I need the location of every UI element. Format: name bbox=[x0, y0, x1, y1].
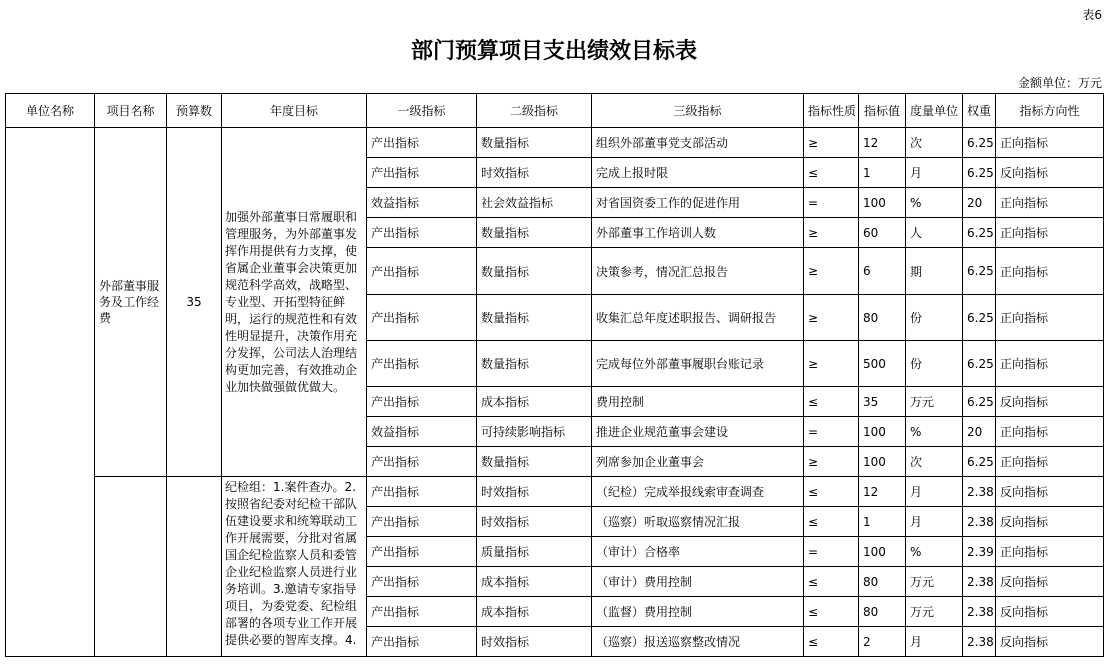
table-row bbox=[6, 477, 1104, 507]
measure-unit: 月 bbox=[906, 627, 963, 657]
project-name-cell: 外部董事服务及工作经费 bbox=[95, 128, 167, 477]
indicator-direction: 反向指标 bbox=[996, 387, 1104, 417]
measure-unit: 次 bbox=[906, 128, 963, 158]
level2-indicator: 时效指标 bbox=[477, 477, 592, 507]
indicator-value: 100 bbox=[859, 447, 906, 477]
level1-indicator: 产出指标 bbox=[367, 128, 477, 158]
column-header: 预算数 bbox=[167, 94, 222, 128]
measure-unit: 人 bbox=[906, 218, 963, 248]
indicator-nature: ≥ bbox=[804, 295, 859, 341]
indicator-weight: 6.25 bbox=[963, 295, 996, 341]
indicator-nature: = bbox=[804, 417, 859, 447]
indicator-value: 500 bbox=[859, 341, 906, 387]
level1-indicator: 产出指标 bbox=[367, 218, 477, 248]
level3-indicator: （纪检）完成举报线索审查调查 bbox=[592, 477, 804, 507]
indicator-direction: 正向指标 bbox=[996, 537, 1104, 567]
column-header: 指标值 bbox=[859, 94, 906, 128]
header-row bbox=[6, 94, 1104, 128]
level1-indicator: 产出指标 bbox=[367, 248, 477, 295]
level1-indicator: 产出指标 bbox=[367, 341, 477, 387]
indicator-value: 100 bbox=[859, 417, 906, 447]
indicator-value: 2 bbox=[859, 627, 906, 657]
indicator-value: 80 bbox=[859, 295, 906, 341]
measure-unit: 万元 bbox=[906, 567, 963, 597]
annual-goal-cell: 纪检组：1.案件查办。2.按照省纪委对纪检干部队伍建设要求和统筹联动工作开展需要，分批对省属国企纪检监察人员和委管企业纪检监察人员进行业务培训。3.邀请专家指导项目，为委党委、纪检组部署的各项专业工作开展提供必要的智库支撑。4. bbox=[222, 477, 367, 657]
indicator-value: 35 bbox=[859, 387, 906, 417]
indicator-nature: ≥ bbox=[804, 447, 859, 477]
indicator-weight: 6.25 bbox=[963, 158, 996, 188]
level1-indicator: 产出指标 bbox=[367, 567, 477, 597]
level3-indicator: 列席参加企业董事会 bbox=[592, 447, 804, 477]
level2-indicator: 数量指标 bbox=[477, 248, 592, 295]
level3-indicator: 推进企业规范董事会建设 bbox=[592, 417, 804, 447]
level1-indicator: 产出指标 bbox=[367, 477, 477, 507]
project-name-cell bbox=[95, 477, 167, 657]
level2-indicator: 数量指标 bbox=[477, 295, 592, 341]
level1-indicator: 产出指标 bbox=[367, 537, 477, 567]
measure-unit: % bbox=[906, 188, 963, 218]
indicator-weight: 20 bbox=[963, 188, 996, 218]
measure-unit: % bbox=[906, 537, 963, 567]
annual-goal-cell: 加强外部董事日常履职和管理服务，为外部董事发挥作用提供有力支撑，使省属企业董事会决策更加规范科学高效，战略型、专业型、开拓型特征鲜明，运行的规范性和有效性明显提升，决策作用充分发挥，公司法人治理结构更加完善，有效推动企业加快做强做优做大。 bbox=[222, 128, 367, 477]
level1-indicator: 产出指标 bbox=[367, 158, 477, 188]
level3-indicator: 决策参考，情况汇总报告 bbox=[592, 248, 804, 295]
level2-indicator: 质量指标 bbox=[477, 537, 592, 567]
indicator-direction: 反向指标 bbox=[996, 477, 1104, 507]
indicator-weight: 2.38 bbox=[963, 627, 996, 657]
level1-indicator: 产出指标 bbox=[367, 507, 477, 537]
indicator-nature: ≥ bbox=[804, 341, 859, 387]
level3-indicator: 完成每位外部董事履职台账记录 bbox=[592, 341, 804, 387]
indicator-direction: 正向指标 bbox=[996, 341, 1104, 387]
column-header: 二级指标 bbox=[477, 94, 592, 128]
indicator-direction: 正向指标 bbox=[996, 447, 1104, 477]
indicator-weight: 6.25 bbox=[963, 128, 996, 158]
indicator-nature: = bbox=[804, 537, 859, 567]
indicator-value: 60 bbox=[859, 218, 906, 248]
measure-unit: 月 bbox=[906, 507, 963, 537]
column-header: 三级指标 bbox=[592, 94, 804, 128]
level1-indicator: 产出指标 bbox=[367, 295, 477, 341]
indicator-direction: 反向指标 bbox=[996, 158, 1104, 188]
indicator-direction: 反向指标 bbox=[996, 507, 1104, 537]
level1-indicator: 效益指标 bbox=[367, 417, 477, 447]
indicator-nature: ≤ bbox=[804, 158, 859, 188]
indicator-direction: 正向指标 bbox=[996, 188, 1104, 218]
level1-indicator: 产出指标 bbox=[367, 387, 477, 417]
indicator-nature: = bbox=[804, 188, 859, 218]
measure-unit: 万元 bbox=[906, 387, 963, 417]
indicator-direction: 反向指标 bbox=[996, 567, 1104, 597]
budget-cell bbox=[167, 477, 222, 657]
level3-indicator: 组织外部董事党支部活动 bbox=[592, 128, 804, 158]
level2-indicator: 社会效益指标 bbox=[477, 188, 592, 218]
measure-unit: 月 bbox=[906, 158, 963, 188]
measure-unit: 份 bbox=[906, 295, 963, 341]
measure-unit: 月 bbox=[906, 477, 963, 507]
indicator-weight: 6.25 bbox=[963, 218, 996, 248]
indicator-value: 6 bbox=[859, 248, 906, 295]
level2-indicator: 时效指标 bbox=[477, 158, 592, 188]
level2-indicator: 数量指标 bbox=[477, 447, 592, 477]
indicator-weight: 6.25 bbox=[963, 248, 996, 295]
indicator-weight: 2.39 bbox=[963, 537, 996, 567]
level1-indicator: 效益指标 bbox=[367, 188, 477, 218]
level3-indicator: （审计）合格率 bbox=[592, 537, 804, 567]
indicator-direction: 正向指标 bbox=[996, 218, 1104, 248]
indicator-direction: 正向指标 bbox=[996, 295, 1104, 341]
measure-unit: 次 bbox=[906, 447, 963, 477]
indicator-weight: 2.38 bbox=[963, 597, 996, 627]
level2-indicator: 数量指标 bbox=[477, 341, 592, 387]
level3-indicator: 外部董事工作培训人数 bbox=[592, 218, 804, 248]
measure-unit: 万元 bbox=[906, 597, 963, 627]
level3-indicator: 对省国资委工作的促进作用 bbox=[592, 188, 804, 218]
indicator-direction: 反向指标 bbox=[996, 597, 1104, 627]
budget-cell: 35 bbox=[167, 128, 222, 477]
column-header: 年度目标 bbox=[222, 94, 367, 128]
level3-indicator: 费用控制 bbox=[592, 387, 804, 417]
level1-indicator: 产出指标 bbox=[367, 447, 477, 477]
level2-indicator: 时效指标 bbox=[477, 507, 592, 537]
indicator-value: 80 bbox=[859, 567, 906, 597]
indicator-nature: ≤ bbox=[804, 597, 859, 627]
level2-indicator: 成本指标 bbox=[477, 387, 592, 417]
level3-indicator: （监督）费用控制 bbox=[592, 597, 804, 627]
performance-table bbox=[5, 93, 1104, 657]
level2-indicator: 数量指标 bbox=[477, 218, 592, 248]
column-header: 单位名称 bbox=[6, 94, 95, 128]
level3-indicator: （审计）费用控制 bbox=[592, 567, 804, 597]
indicator-weight: 20 bbox=[963, 417, 996, 447]
indicator-value: 12 bbox=[859, 128, 906, 158]
level3-indicator: 完成上报时限 bbox=[592, 158, 804, 188]
level3-indicator: （巡察）听取巡察情况汇报 bbox=[592, 507, 804, 537]
amount-unit: 金额单位：万元 bbox=[1017, 76, 1102, 90]
measure-unit: % bbox=[906, 417, 963, 447]
indicator-weight: 2.38 bbox=[963, 507, 996, 537]
indicator-weight: 2.38 bbox=[963, 477, 996, 507]
level1-indicator: 产出指标 bbox=[367, 597, 477, 627]
indicator-direction: 正向指标 bbox=[996, 248, 1104, 295]
indicator-weight: 6.25 bbox=[963, 387, 996, 417]
indicator-value: 1 bbox=[859, 158, 906, 188]
level2-indicator: 成本指标 bbox=[477, 567, 592, 597]
indicator-value: 1 bbox=[859, 507, 906, 537]
indicator-nature: ≤ bbox=[804, 627, 859, 657]
indicator-value: 100 bbox=[859, 188, 906, 218]
level2-indicator: 成本指标 bbox=[477, 597, 592, 627]
indicator-weight: 6.25 bbox=[963, 447, 996, 477]
level3-indicator: 收集汇总年度述职报告、调研报告 bbox=[592, 295, 804, 341]
indicator-direction: 正向指标 bbox=[996, 417, 1104, 447]
measure-unit: 份 bbox=[906, 341, 963, 387]
column-header: 一级指标 bbox=[367, 94, 477, 128]
indicator-nature: ≤ bbox=[804, 567, 859, 597]
column-header: 度量单位 bbox=[906, 94, 963, 128]
indicator-weight: 6.25 bbox=[963, 341, 996, 387]
level2-indicator: 可持续影响指标 bbox=[477, 417, 592, 447]
indicator-value: 80 bbox=[859, 597, 906, 627]
measure-unit: 期 bbox=[906, 248, 963, 295]
indicator-direction: 正向指标 bbox=[996, 128, 1104, 158]
level1-indicator: 产出指标 bbox=[367, 627, 477, 657]
indicator-value: 12 bbox=[859, 477, 906, 507]
column-header: 权重 bbox=[963, 94, 996, 128]
indicator-nature: ≥ bbox=[804, 218, 859, 248]
column-header: 项目名称 bbox=[95, 94, 167, 128]
indicator-value: 100 bbox=[859, 537, 906, 567]
column-header: 指标性质 bbox=[804, 94, 859, 128]
indicator-nature: ≤ bbox=[804, 507, 859, 537]
page-title: 部门预算项目支出绩效目标表 bbox=[410, 39, 697, 64]
level2-indicator: 数量指标 bbox=[477, 128, 592, 158]
level2-indicator: 时效指标 bbox=[477, 627, 592, 657]
table-number: 表6 bbox=[1082, 8, 1102, 22]
table-row bbox=[6, 128, 1104, 158]
indicator-nature: ≤ bbox=[804, 477, 859, 507]
indicator-nature: ≥ bbox=[804, 128, 859, 158]
indicator-nature: ≤ bbox=[804, 387, 859, 417]
indicator-nature: ≥ bbox=[804, 248, 859, 295]
level3-indicator: （巡察）报送巡察整改情况 bbox=[592, 627, 804, 657]
column-header: 指标方向性 bbox=[996, 94, 1104, 128]
unit-name-cell bbox=[6, 128, 95, 657]
indicator-direction: 反向指标 bbox=[996, 627, 1104, 657]
indicator-weight: 2.38 bbox=[963, 567, 996, 597]
